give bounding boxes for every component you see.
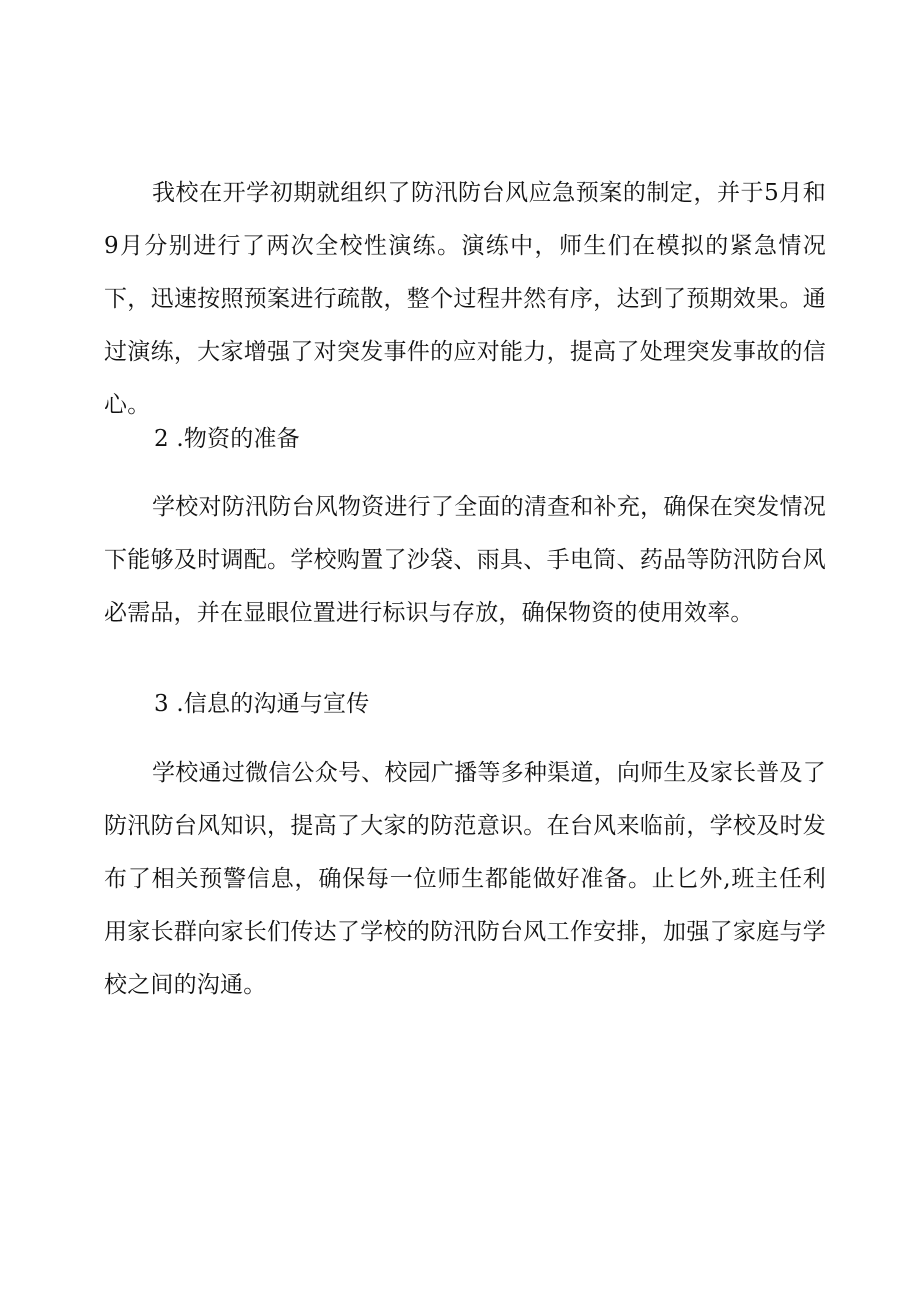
paragraph-materials: 学校对防汛防台风物资进行了全面的清查和补充，确保在突发情况下能够及时调配。学校购置了沙袋、雨具、手电筒、药品等防汛防台风必需品，并在显眼位置进行标识与存放，确保物资的使用效率。 bbox=[104, 494, 826, 626]
paragraph-communication: 学校通过微信公众号、校园广播等多种渠道，向师生及家长普及了防汛防台风知识，提高了大家的防范意识。在台风来临前，学校及时发布了相关预警信息，确保每一位师生都能做好准备。止匕外,班主任利用家长群向家长们传达了学校的防汛防台风工作安排，加强了家庭与学校之间的沟通。 bbox=[104, 760, 826, 998]
paragraph-drill: 我校在开学初期就组织了防汛防台风应急预案的制定，并于5月和9月分别进行了两次全校性演练。演练中，师生们在模拟的紧急情况下，迅速按照预案进行疏散，整个过程井然有序，达到了预期效果。通过演练，大家增强了对突发事件的应对能力，提高了处理突发事故的信心。 bbox=[104, 180, 826, 418]
section-heading-materials: 2 .物资的准备 bbox=[154, 426, 300, 452]
section-heading-communication: 3 .信息的沟通与宣传 bbox=[154, 691, 370, 717]
